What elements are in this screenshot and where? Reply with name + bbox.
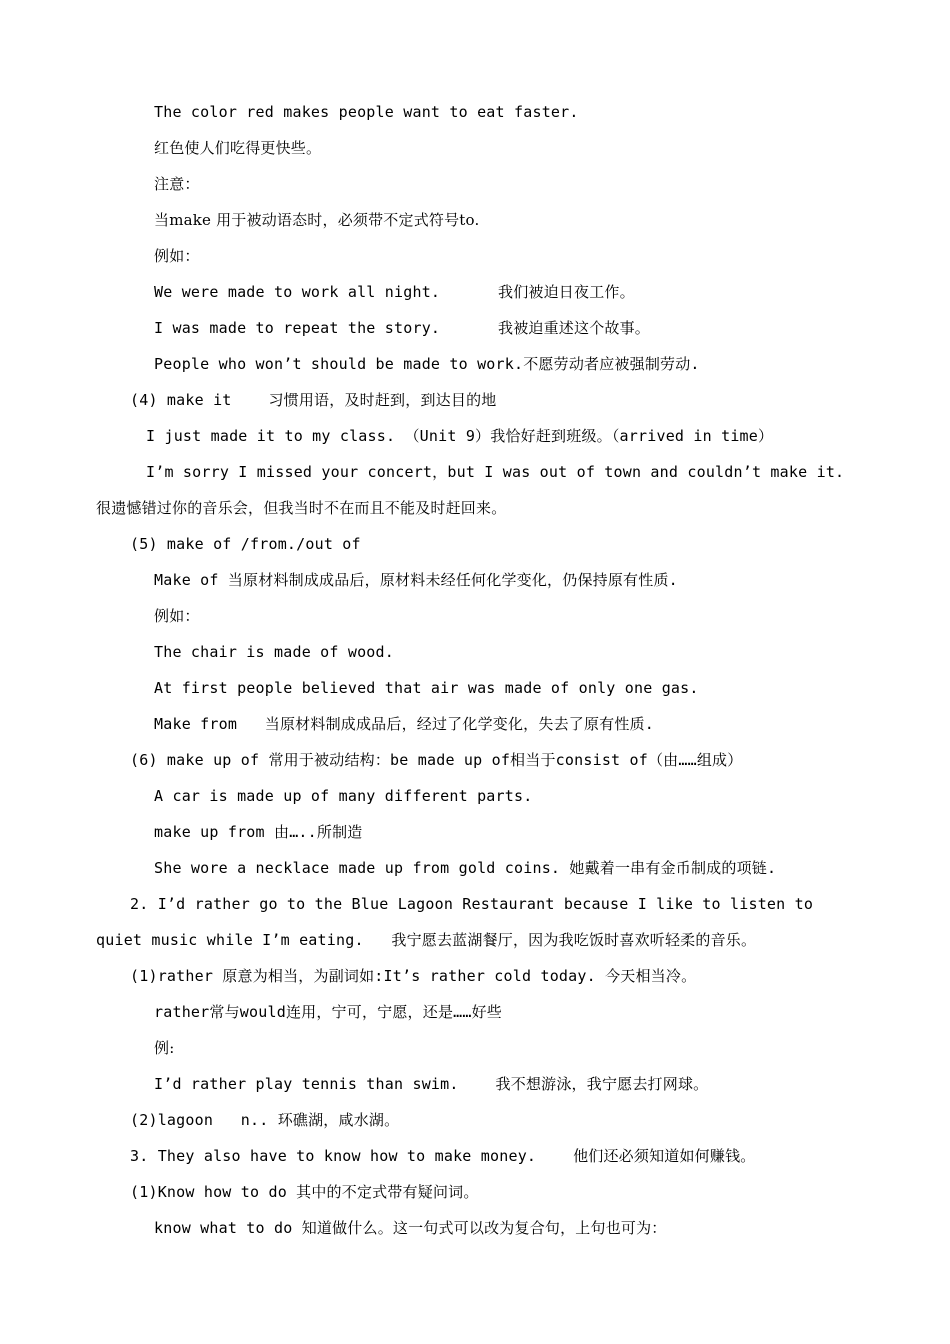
note-label: 注意： [154,175,200,193]
sentence-2-line-2: quiet music while I’m eating. 我宁愿去蓝湖餐厅，因为我吃饭时喜欢听轻柔的音乐。 [96,931,757,949]
translation-missed-concert: 很遗憾错过你的音乐会，但我当时不在而且不能及时赶回来。 [96,499,507,517]
example-necklace: She wore a necklace made up from gold coins. 她戴着一串有金币制成的项链. [154,859,777,877]
note-make-of: Make of 当原材料制成成品后，原材料未经任何化学变化，仍保持原有性质. [154,571,678,589]
sentence-2-line-1: 2. I’d rather go to the Blue Lagoon Restaurant because I like to listen to [130,895,814,913]
example-made-it-class: I just made it to my class. （Unit 9）我恰好赶到班级。（arrived in time） [146,427,774,445]
note-rather-meaning: (1)rather 原意为相当，为副词如:It’s rather cold today. 今天相当冷。 [130,967,697,985]
sentence-3: 3. They also have to know how to make money. 他们还必须知道如何赚钱。 [130,1147,756,1165]
example-label-2: 例如： [154,607,200,625]
note-make-from: Make from 当原材料制成成品后，经过了化学变化，失去了原有性质. [154,715,655,733]
example-air-gas: At first people believed that air was made of only one gas. [154,679,699,697]
note-know-what: know what to do 知道做什么。这一句式可以改为复合句，上句也可为： [154,1219,667,1237]
example-sentence-red: The color red makes people want to eat faster. [154,103,579,121]
example-work-night: We were made to work all night. [154,283,441,301]
heading-make-up-of: (6) make up of 常用于被动结构：be made up of相当于consist of（由……组成） [130,751,743,769]
example-forced-labor: People who won’t should be made to work.不愿劳动者应被强制劳动. [154,355,700,373]
note-passive-make: 当make 用于被动语态时，必须带不定式符号to. [154,211,480,229]
example-repeat-story: I was made to repeat the story. [154,319,441,337]
example-label: 例如： [154,247,200,265]
translation-work-night: 我们被迫日夜工作。 [498,283,635,301]
heading-make-of: (5) make of /from./out of [130,535,361,553]
note-lagoon: (2)lagoon n.. 环礁湖，咸水湖。 [130,1111,400,1129]
example-chair-wood: The chair is made of wood. [154,643,394,661]
note-rather-would: rather常与would连用，宁可，宁愿，还是……好些 [154,1003,503,1021]
heading-make-it: (4) make it 习惯用语，及时赶到，到达目的地 [130,391,497,409]
example-car-parts: A car is made up of many different parts. [154,787,533,805]
translation-repeat-story: 我被迫重述这个故事。 [498,319,651,337]
example-missed-concert: I’m sorry I missed your concert，but I was out of town and couldn’t make it. [146,463,845,481]
translation-red: 红色使人们吃得更快些。 [154,139,322,157]
example-tennis: I’d rather play tennis than swim. 我不想游泳，我宁愿去打网球。 [154,1075,709,1093]
note-know-how: (1)Know how to do 其中的不定式带有疑问词。 [130,1183,479,1201]
example-label-3: 例: [154,1039,175,1057]
note-make-up-from: make up from 由…..所制造 [154,823,363,841]
